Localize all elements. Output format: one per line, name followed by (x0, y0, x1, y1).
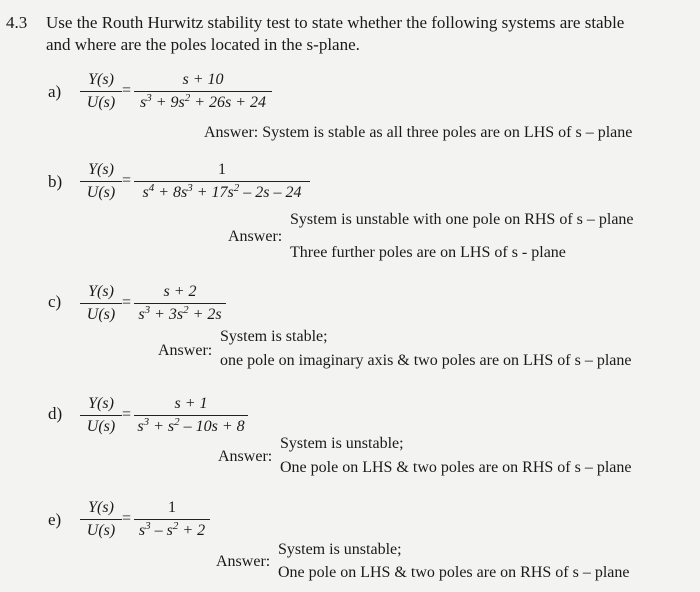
part-b-answer-line1: System is unstable with one pole on RHS of s – plane (290, 211, 634, 228)
numerator: s + 10 (182, 71, 224, 88)
part-d-answer-line2: One pole on LHS & two poles are on RHS of s – plane (280, 459, 632, 476)
numerator: 1 (218, 161, 226, 178)
part-e-answer-label: Answer: (216, 553, 271, 570)
part-c-lhs: Y(s) U(s) (80, 282, 122, 325)
part-a-lhs (80, 70, 122, 113)
equals-sign: = (122, 172, 132, 189)
denominator: $s^3 + 9s^2 + 26s + 24$ (139, 92, 267, 111)
numerator: s + 1 (174, 395, 208, 412)
denominator: $s^4 + 8s^3 + 17s^2 - 2s - 24$ (142, 182, 302, 201)
equals-sign: = (122, 510, 132, 527)
denominator: $s^3 + 3s^2 + 2s$ (138, 304, 222, 323)
part-d-label: d) (48, 404, 63, 423)
part-e-lhs: Y(s) U(s) (80, 498, 122, 541)
part-b-label: b) (48, 172, 63, 191)
part-d-answer-line1: System is unstable; (280, 435, 404, 452)
numerator: s + 2 (163, 283, 197, 300)
part-e-transfer-function (134, 498, 210, 541)
equals-sign: = (122, 82, 132, 99)
equals-sign: = (122, 406, 132, 423)
part-d-lhs: Y(s) U(s) (80, 394, 122, 437)
part-c-answer-line2: one pole on imaginary axis & two poles are on LHS of s – plane (220, 352, 632, 369)
part-a-answer: Answer: System is stable as all three poles are on LHS of s – plane (204, 124, 633, 141)
lhs-denominator: U(s) (86, 94, 116, 111)
part-c-answer-line1: System is stable; (220, 328, 328, 345)
part-b-answer-line2: Three further poles are on LHS of s - plane (290, 244, 566, 261)
denominator: $s^3 + s^2 - 10s + 8$ (137, 416, 245, 435)
part-b-transfer-function (134, 160, 310, 203)
part-b-answer-label: Answer: (228, 228, 283, 245)
part-e-label: e) (48, 510, 62, 529)
problem-text-line1: Use the Routh Hurwitz stability test to state whether the following systems are stable (46, 13, 625, 32)
equals-sign: = (122, 294, 132, 311)
problem-text-line2: and where are the poles located in the s-plane. (46, 35, 360, 54)
lhs-numerator: Y(s) (88, 71, 114, 88)
part-a-label: a) (48, 82, 62, 101)
part-a-transfer-function (134, 70, 272, 113)
part-b-lhs: Y(s) U(s) (80, 160, 122, 203)
part-e-answer-line2: One pole on LHS & two poles are on RHS of s – plane (278, 564, 630, 581)
part-c-label: c) (48, 292, 62, 311)
part-d-transfer-function (134, 394, 248, 437)
part-c-answer-label: Answer: (158, 342, 213, 359)
part-c-transfer-function (134, 282, 226, 325)
denominator: $s^3 - s^2 + 2$ (138, 520, 206, 539)
part-e-answer-line1: System is unstable; (278, 541, 402, 558)
problem-number: 4.3 (6, 13, 28, 32)
numerator: 1 (168, 499, 176, 516)
part-d-answer-label: Answer: (218, 448, 273, 465)
